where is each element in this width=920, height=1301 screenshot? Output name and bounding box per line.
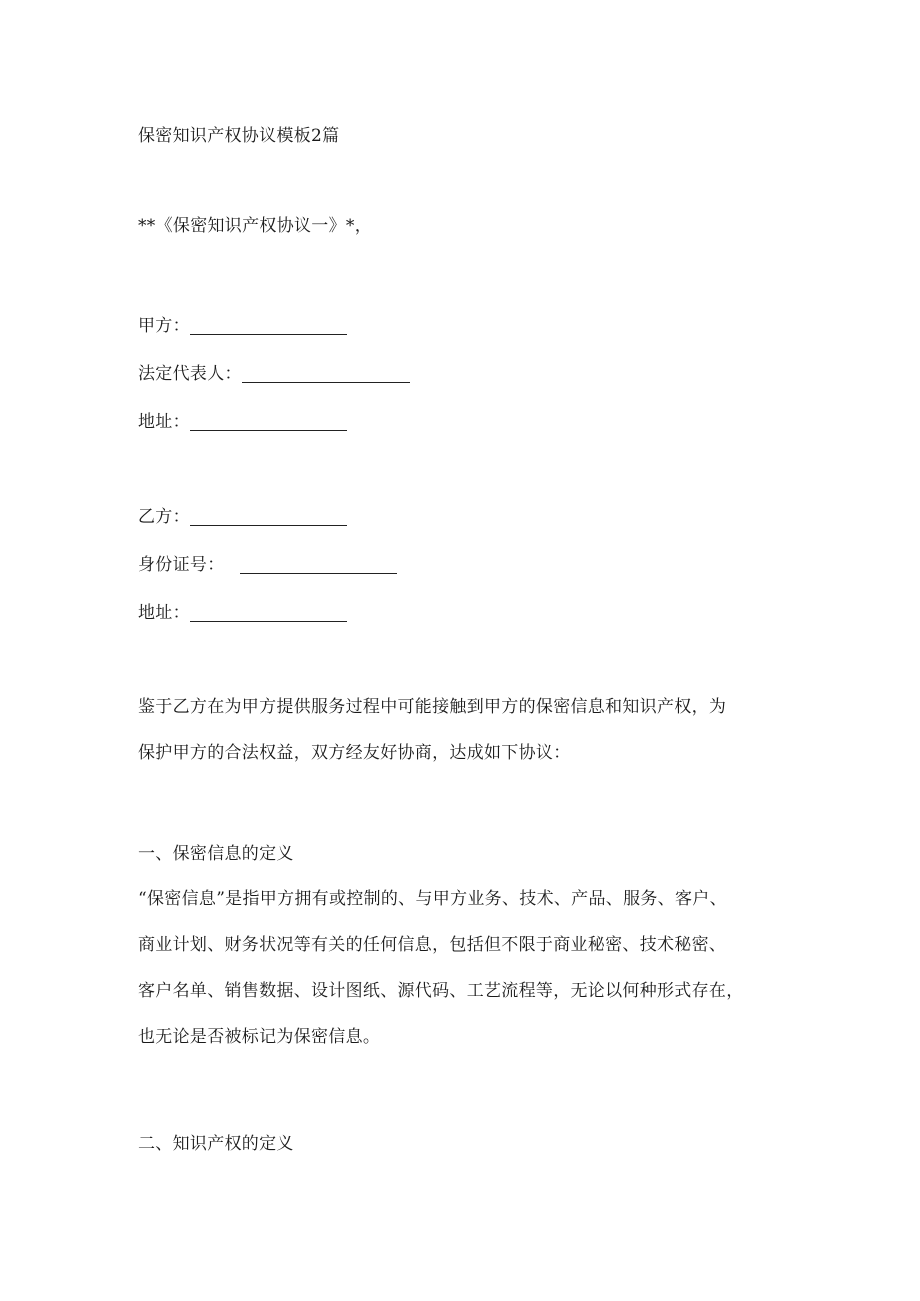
party-a-field xyxy=(138,314,347,338)
party-a-address-label: 地址： xyxy=(138,412,190,432)
preamble-paragraph xyxy=(138,684,788,776)
section-1-heading: 一、保密信息的定义 xyxy=(138,844,294,864)
section-1-line: “保密信息”是指甲方拥有或控制的、与甲方业务、技术、产品、服务、客户、 xyxy=(138,889,727,909)
legal-rep-blank xyxy=(242,364,410,383)
party-b-address-field xyxy=(138,601,347,625)
section-1-line: 客户名单、销售数据、设计图纸、源代码、工艺流程等，无论以何种形式存在， xyxy=(138,981,744,1001)
party-a-blank xyxy=(190,316,347,335)
party-b-field xyxy=(138,505,347,529)
section-1-line: 商业计划、财务状况等有关的任何信息，包括但不限于商业秘密、技术秘密、 xyxy=(138,935,727,955)
party-b-address-blank xyxy=(190,603,347,622)
party-a-address-blank xyxy=(190,412,347,431)
section-2-heading: 二、知识产权的定义 xyxy=(138,1134,294,1154)
preamble-line: 鉴于乙方在为甲方提供服务过程中可能接触到甲方的保密信息和知识产权，为 xyxy=(138,697,727,717)
legal-rep-field xyxy=(138,362,410,386)
preamble-line: 保护甲方的合法权益，双方经友好协商，达成如下协议： xyxy=(138,743,571,763)
section-1-line: 也无论是否被标记为保密信息。 xyxy=(138,1027,381,1047)
party-b-blank xyxy=(190,507,347,526)
id-number-label: 身份证号： xyxy=(138,555,225,575)
party-b-label: 乙方： xyxy=(138,507,190,527)
id-number-field xyxy=(138,553,397,577)
id-number-blank xyxy=(240,555,397,574)
party-b-address-label: 地址： xyxy=(138,603,190,623)
party-a-address-field xyxy=(138,410,347,434)
agreement-subtitle: **《保密知识产权协议一》*， xyxy=(138,216,372,236)
document-title: 保密知识产权协议模板2篇 xyxy=(138,126,340,146)
legal-rep-label: 法定代表人： xyxy=(138,364,242,384)
section-1-body xyxy=(138,876,788,1060)
party-a-label: 甲方： xyxy=(138,316,190,336)
